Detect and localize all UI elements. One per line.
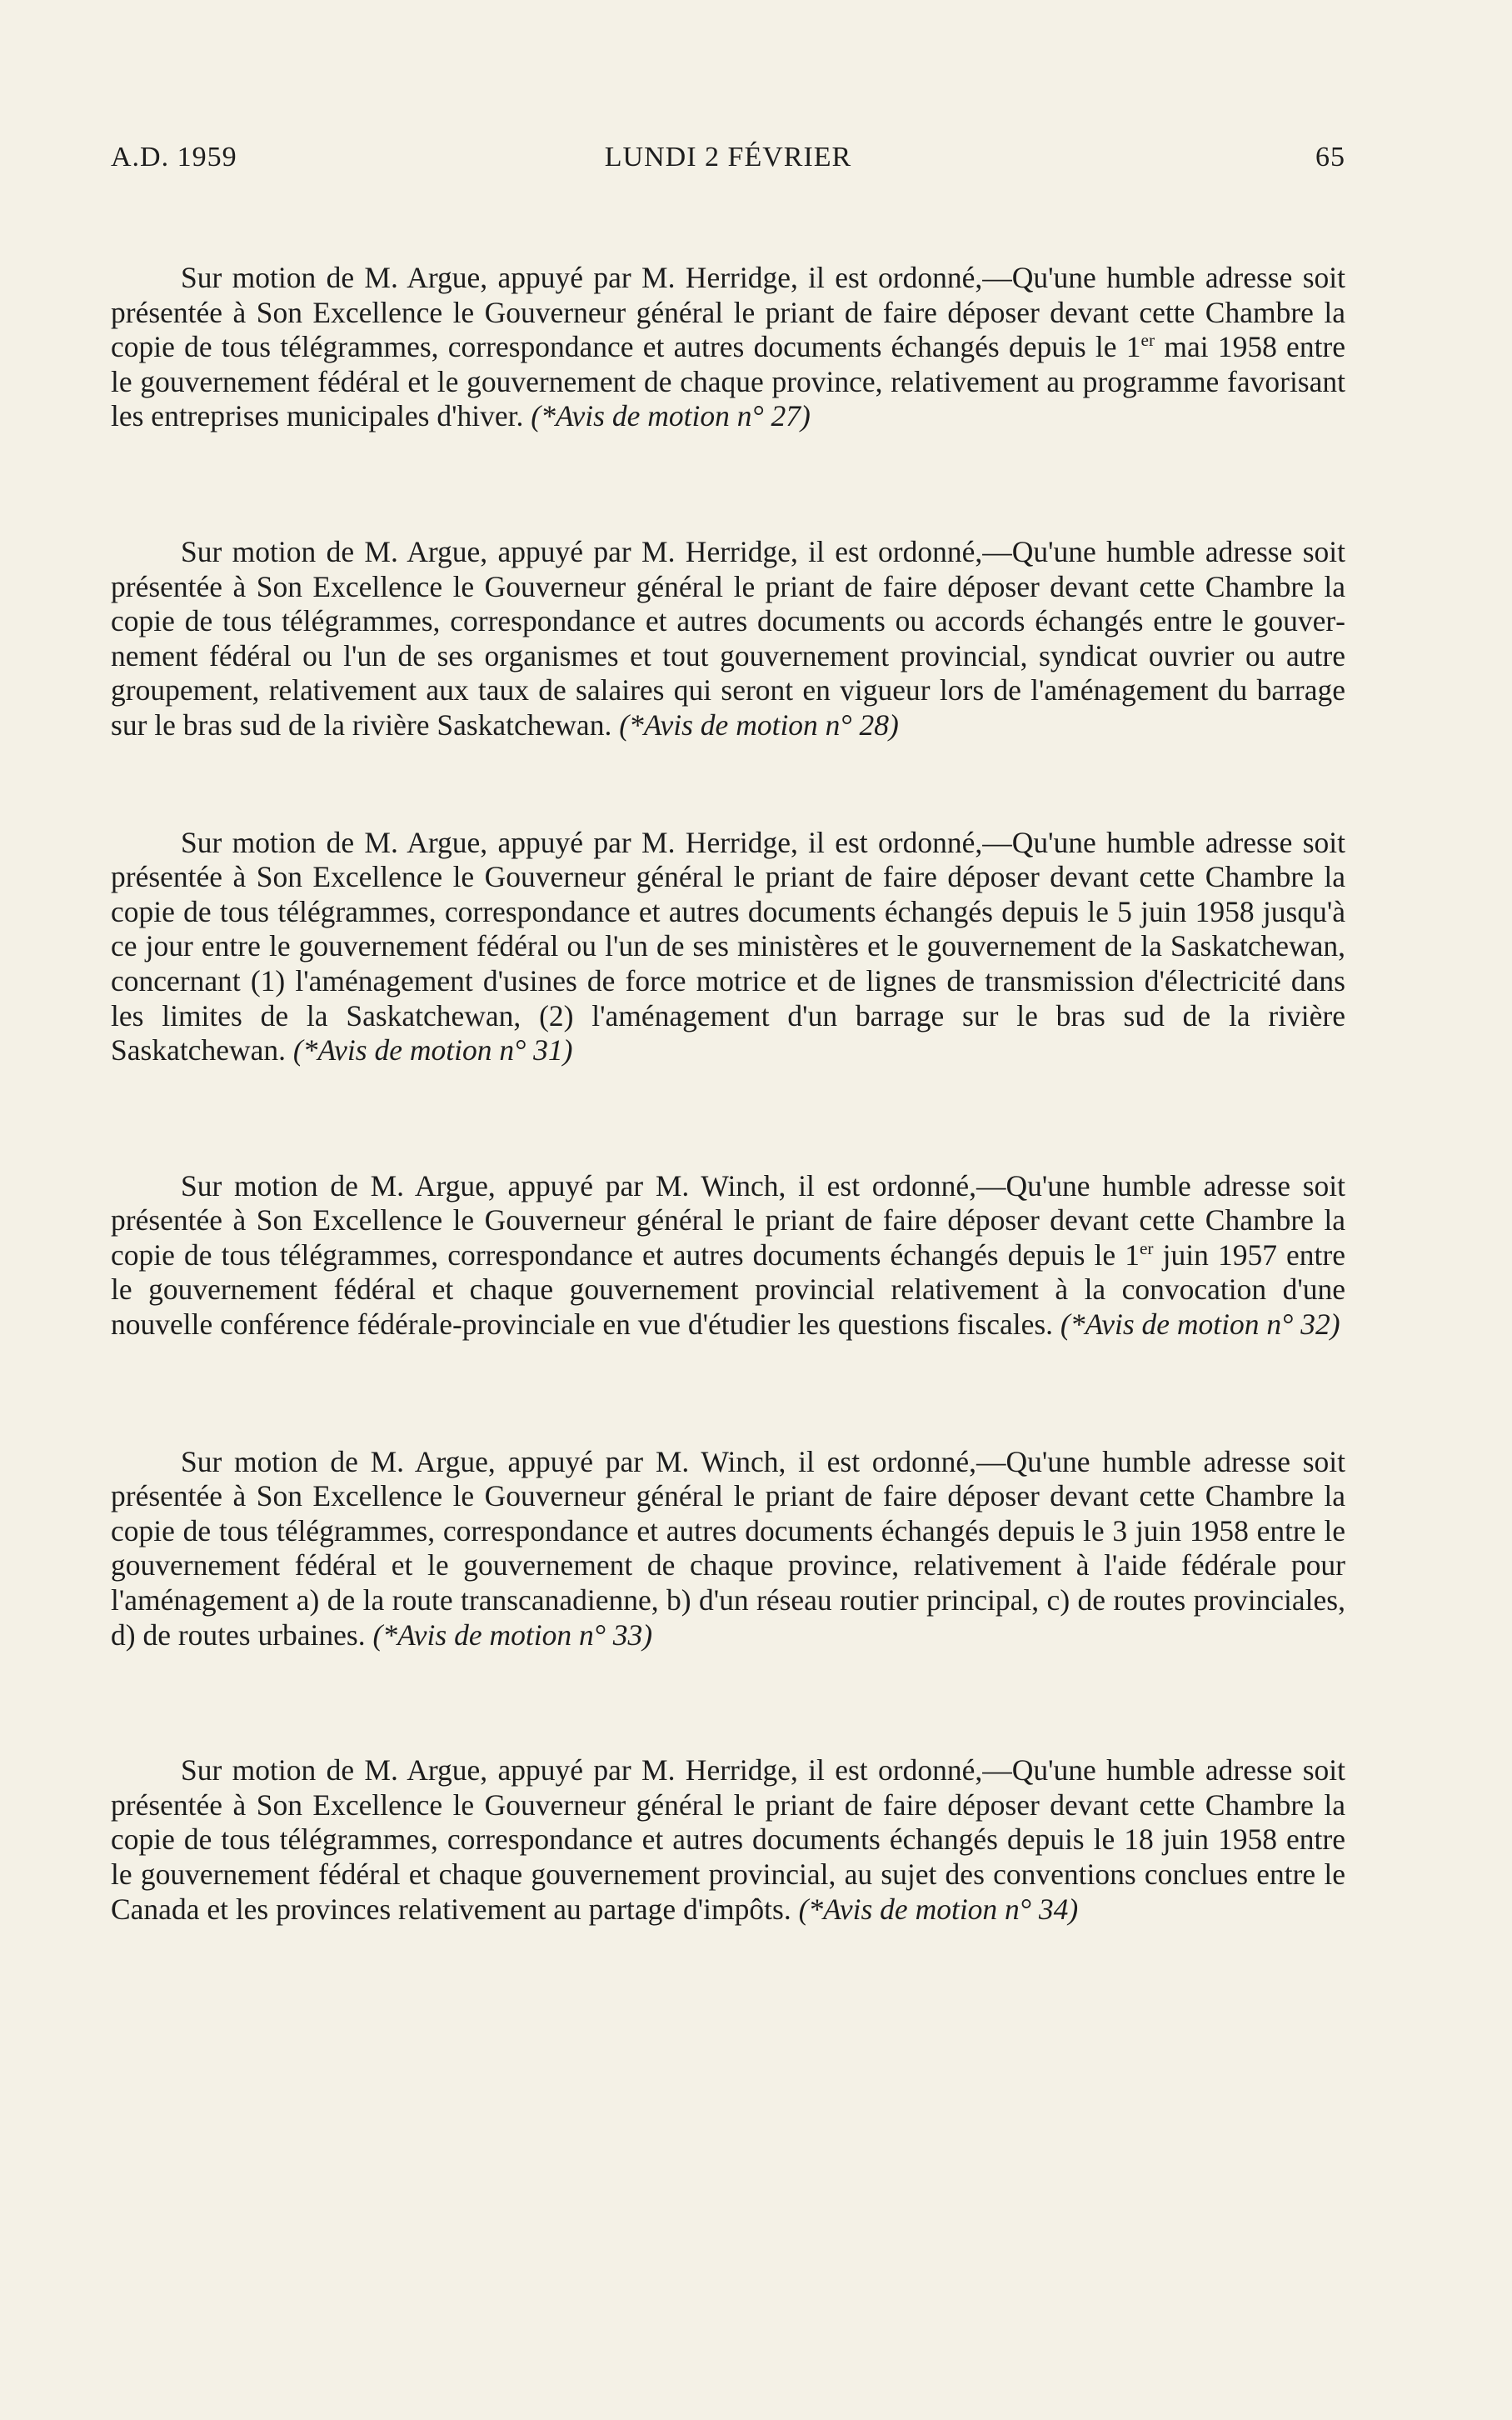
motion-paragraph <box>111 826 1345 1068</box>
document-page <box>111 142 1345 1927</box>
motion-paragraph <box>111 1169 1345 1342</box>
motion-text: Sur motion de M. Argue, appuyé par M. Herridge, il est ordonné,—Qu'une humble adresse soit présentée à Son Excellence le Gouverneur général le priant de faire déposer devant cette Chambre la copie de tous télégrammes, correspondance et autres documents échangés depuis le 1er mai 1958 entre le gouvernement fédéral et le gouvernement de chaque province, relativement au programme favorisant les entreprises municipales d'hiver. <box>111 261 1346 433</box>
motion-text: Sur motion de M. Argue, appuyé par M. Herridge, il est ordonné,—Qu'une humble adresse soit présentée à Son Excellence le Gouverneur général le priant de faire déposer devant cette Chambre la copie de tous télégrammes, correspondance et autres documents échangés depuis le 18 juin 1958 entre le gouvernement fédéral et chaque gouvernement provincial, au sujet des conventions conclues entre le Canada et les provinces relativement au partage d'impôts. <box>111 1753 1345 1926</box>
motion-reference: (*Avis de motion n° 33) <box>372 1618 653 1652</box>
header-date: LUNDI 2 FÉVRIER <box>604 142 852 172</box>
motion-paragraph <box>111 1445 1345 1653</box>
motion-paragraph <box>111 261 1345 434</box>
running-header <box>111 142 1345 183</box>
motion-text: Sur motion de M. Argue, appuyé par M. Herridge, il est ordonné,—Qu'une humble adresse soit présentée à Son Excellence le Gouverneur général le priant de faire déposer devant cette Chambre la copie de tous télégrammes, correspondance et autres documents ou accords échangés entre le gouvernement fédéral ou l'un de ses organismes et tout gouvernement provincial, syndicat ouvrier ou autre groupement, relativement aux taux de salaires qui seront en vigueur lors de l'aménagement du barrage sur le bras sud de la rivière Saskatchewan. <box>111 534 1345 742</box>
motion-reference: (*Avis de motion n° 31) <box>292 1033 573 1068</box>
motion-paragraph <box>111 535 1345 743</box>
motion-reference: (*Avis de motion n° 28) <box>619 708 899 742</box>
header-year: A.D. 1959 <box>111 142 237 172</box>
motion-paragraph <box>111 1753 1345 1927</box>
motion-reference: (*Avis de motion n° 32) <box>1060 1308 1340 1342</box>
motion-reference: (*Avis de motion n° 34) <box>798 1892 1079 1926</box>
page-number: 65 <box>1315 142 1345 172</box>
motion-text: Sur motion de M. Argue, appuyé par M. Winch, il est ordonné,—Qu'une humble adresse soit présentée à Son Excellence le Gouverneur général le priant de faire déposer devant cette Chambre la copie de tous télégrammes, correspondance et autres documents échangés depuis le 3 juin 1958 entre le gouvernement fédéral et le gouvernement de chaque province, relativement à l'aide fédérale pour l'aménagement a) de la route transcanadienne, b) d'un réseau routier principal, c) de routes provinciales, d) de routes urbaines. <box>111 1444 1345 1652</box>
motion-reference: (*Avis de motion n° 27) <box>531 399 811 433</box>
motion-text: Sur motion de M. Argue, appuyé par M. Winch, il est ordonné,—Qu'une humble adresse soit présentée à Son Excellence le Gouverneur général le priant de faire déposer devant cette Chambre la copie de tous télégrammes, correspondance et autres documents échangés depuis le 1er juin 1957 entre le gouvernement fédéral et chaque gouvernement provincial relativement à la convocation d'une nouvelle conférence fédérale-provinciale en vue d'étudier les questions fiscales. <box>111 1168 1345 1342</box>
motion-text: Sur motion de M. Argue, appuyé par M. Herridge, il est ordonné,—Qu'une humble adresse soit présentée à Son Excellence le Gouverneur général le priant de faire déposer devant cette Chambre la copie de tous télégrammes, correspondance et autres documents échangés depuis le 5 juin 1958 jusqu'à ce jour entre le gouvernement fédéral ou l'un de ses ministères et le gouvernement de la Saskatchewan, concernant (1) l'aménagement d'usines de force motrice et de lignes de transmission d'électricité dans les limites de la Saskatchewan, (2) l'aménagement d'un barrage sur le bras sud de la rivière Saskatchewan. <box>111 825 1345 1068</box>
